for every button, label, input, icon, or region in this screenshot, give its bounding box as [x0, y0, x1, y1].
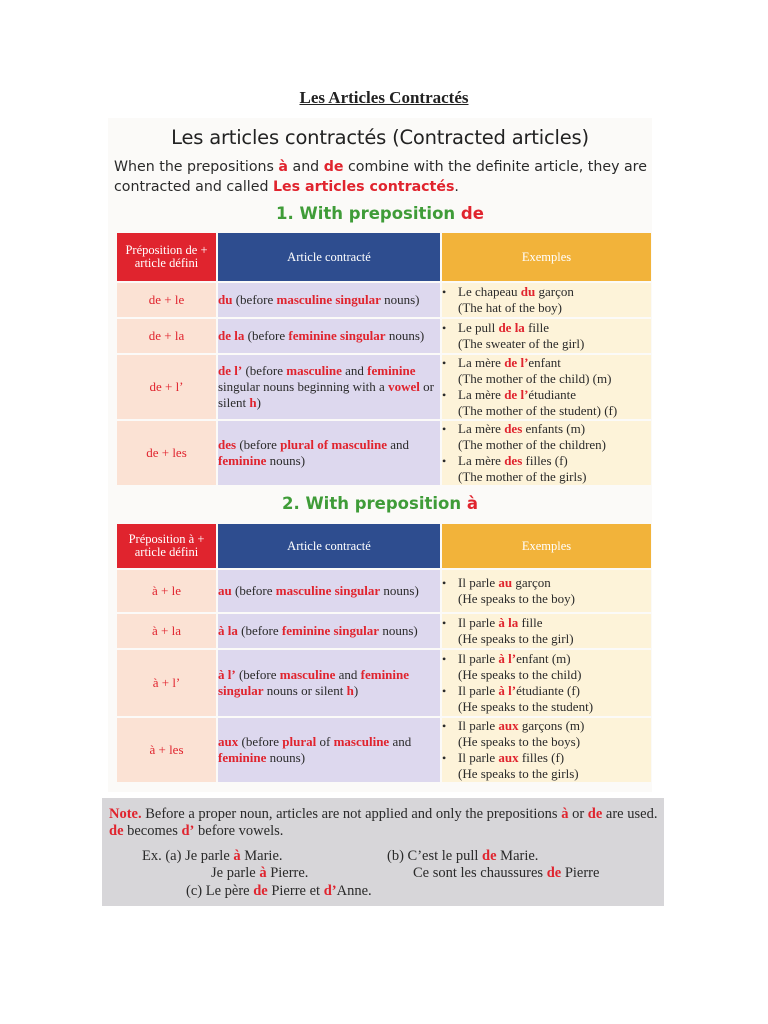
- example-item: [442, 453, 651, 485]
- highlighted-term: à la: [498, 615, 519, 630]
- text-segment: (before: [231, 583, 276, 598]
- text-segment: nouns): [266, 750, 306, 765]
- note-body: [109, 806, 657, 839]
- table-header-row: [117, 233, 651, 281]
- prep-cell: à + l’: [117, 650, 216, 716]
- highlighted-term: masculine: [286, 363, 342, 378]
- text-segment: étudiante (f): [516, 683, 581, 698]
- text-segment: and: [341, 363, 368, 378]
- text-segment: nouns): [380, 583, 419, 598]
- bullet-icon: •: [442, 652, 447, 666]
- text-segment: and: [335, 667, 361, 682]
- bullet-icon: •: [442, 576, 447, 590]
- highlighted-term: h: [249, 395, 257, 410]
- note-text: [109, 806, 661, 840]
- example-item: [442, 421, 651, 453]
- text-segment: (before: [236, 437, 281, 452]
- intro-term: Les articles contractés: [273, 179, 455, 195]
- table-header-row: [117, 524, 651, 568]
- text-segment: Il parle: [458, 718, 499, 733]
- prep-cell: de + l’: [117, 355, 216, 419]
- section1-heading-prefix: 1. With preposition: [276, 204, 461, 223]
- highlighted-term: de: [546, 865, 562, 881]
- header-preposition: Préposition de + article défini: [117, 233, 216, 281]
- prep-cell: de + les: [117, 421, 216, 485]
- text-segment: (The hat of the boy): [458, 300, 562, 315]
- prep-cell: de + le: [117, 283, 216, 317]
- text-segment: (b) C’est le pull: [387, 848, 483, 864]
- highlighted-term: de: [109, 823, 124, 839]
- text-segment: before vowels.: [194, 823, 284, 839]
- highlighted-term: de: [587, 806, 603, 822]
- examples-cell: [442, 355, 651, 419]
- text-segment: Marie.: [496, 848, 539, 864]
- text-segment: singular nouns beginning with a: [218, 379, 389, 394]
- article-desc: [218, 283, 440, 317]
- highlighted-term: à l’: [218, 667, 236, 682]
- text-segment: or silent: [218, 379, 434, 410]
- text-segment: Il parle: [458, 750, 499, 765]
- text-segment: (c) Le père: [186, 883, 254, 899]
- text-segment: fille: [518, 615, 543, 630]
- text-segment: (He speaks to the girls): [458, 766, 579, 781]
- examples-cell: [442, 650, 651, 716]
- intro-text-3: combine with the definite article, they are contracted and called: [114, 159, 647, 195]
- highlighted-term: au: [218, 583, 232, 598]
- bullet-icon: •: [442, 751, 447, 765]
- text-segment: (before: [242, 363, 287, 378]
- highlighted-term: d’: [323, 883, 337, 899]
- example-item: [442, 575, 651, 607]
- article-desc: [218, 570, 440, 612]
- text-segment: ): [256, 395, 261, 410]
- highlighted-term: de: [482, 848, 497, 864]
- table-row: [117, 283, 651, 317]
- text-segment: enfant: [528, 355, 561, 370]
- text-segment: nouns or silent: [263, 683, 347, 698]
- article-desc: [218, 718, 440, 782]
- text-segment: (He speaks to the boy): [458, 591, 575, 606]
- highlighted-term: aux: [218, 734, 239, 749]
- table-a: [115, 522, 653, 784]
- bullet-icon: •: [442, 684, 447, 698]
- article-desc: [218, 614, 440, 648]
- examples-cell: [442, 283, 651, 317]
- table-row: [117, 355, 651, 419]
- highlighted-term: aux: [498, 718, 519, 733]
- text-segment: filles (f): [522, 453, 568, 468]
- bullet-icon: •: [442, 422, 447, 436]
- header-examples: Exemples: [442, 524, 651, 568]
- note-label: Note.: [109, 806, 142, 822]
- text-segment: (before: [237, 623, 282, 638]
- document-title: Les Articles Contractés: [299, 88, 469, 107]
- example-item: [442, 387, 651, 419]
- text-segment: nouns): [266, 453, 306, 468]
- highlighted-term: d’: [181, 823, 195, 839]
- bullet-icon: •: [442, 285, 447, 299]
- text-segment: ): [353, 683, 359, 698]
- highlighted-term: à la: [218, 623, 238, 638]
- highlighted-term: feminine singular: [281, 623, 380, 638]
- prep-cell: à + le: [117, 570, 216, 612]
- section2-heading: [108, 494, 652, 513]
- highlighted-term: à: [259, 865, 267, 881]
- example-item: [442, 355, 651, 387]
- text-segment: La mère: [458, 355, 505, 370]
- example-item: [442, 320, 651, 352]
- text-segment: (before: [235, 667, 280, 682]
- text-segment: Il parle: [458, 651, 499, 666]
- prep-cell: à + la: [117, 614, 216, 648]
- highlighted-term: de l’: [504, 355, 529, 370]
- text-segment: garçon: [512, 575, 551, 590]
- text-segment: enfants (m): [522, 421, 586, 436]
- text-segment: (He speaks to the boys): [458, 734, 581, 749]
- text-segment: Le pull: [458, 320, 499, 335]
- text-segment: La mère: [458, 453, 505, 468]
- text-segment: nouns): [380, 292, 420, 307]
- highlighted-term: h: [346, 683, 354, 698]
- header-preposition: Préposition à + article défini: [117, 524, 216, 568]
- text-segment: (He speaks to the student): [458, 699, 594, 714]
- highlighted-term: du: [218, 292, 233, 307]
- intro-prep-de: de: [323, 159, 344, 175]
- text-segment: garçon: [535, 284, 574, 299]
- text-segment: (The mother of the children): [458, 437, 606, 452]
- text-segment: becomes: [123, 823, 182, 839]
- intro-paragraph: [114, 157, 654, 197]
- highlighted-term: vowel: [388, 379, 420, 394]
- text-segment: La mère: [458, 387, 505, 402]
- section1-heading-word: de: [460, 204, 484, 223]
- table-row: [117, 570, 651, 612]
- bullet-icon: •: [442, 388, 447, 402]
- highlighted-term: plural of masculine: [280, 437, 387, 452]
- text-segment: (He speaks to the child): [458, 667, 582, 682]
- text-segment: (The mother of the child) (m): [458, 371, 612, 386]
- example-item: [442, 750, 651, 782]
- text-segment: La mère: [458, 421, 505, 436]
- text-segment: Il parle: [458, 615, 499, 630]
- table-row: [117, 614, 651, 648]
- example-item: [442, 615, 651, 647]
- text-segment: Pierre et: [267, 883, 324, 899]
- highlighted-term: feminine: [367, 363, 416, 378]
- intro-text-2: and: [287, 159, 324, 175]
- examples-cell: [442, 421, 651, 485]
- note-box: [102, 798, 664, 906]
- highlighted-term: au: [498, 575, 513, 590]
- example-item: [442, 651, 651, 683]
- examples-cell: [442, 570, 651, 612]
- text-segment: Anne.: [336, 883, 372, 899]
- table-row: [117, 650, 651, 716]
- article-desc: [218, 319, 440, 353]
- examples-cell: [442, 614, 651, 648]
- highlighted-term: masculine singular: [275, 583, 381, 598]
- highlighted-term: des: [504, 453, 523, 468]
- text-segment: of: [316, 734, 334, 749]
- text-segment: filles (f): [518, 750, 565, 765]
- text-segment: Ce sont les chaussures: [413, 865, 547, 881]
- highlighted-term: feminine singular: [218, 667, 410, 698]
- header-examples: Exemples: [442, 233, 651, 281]
- example-b-line-1: [387, 848, 538, 865]
- example-item: [442, 683, 651, 715]
- text-segment: (The sweater of the girl): [458, 336, 585, 351]
- section2-heading-word: à: [466, 494, 478, 513]
- bullet-icon: •: [442, 356, 447, 370]
- text-segment: Marie.: [240, 848, 283, 864]
- highlighted-term: feminine: [218, 750, 267, 765]
- example-b-line-2: [413, 865, 599, 882]
- article-desc: [218, 421, 440, 485]
- highlighted-term: masculine singular: [276, 292, 381, 307]
- text-segment: enfant (m): [516, 651, 571, 666]
- highlighted-term: feminine: [218, 453, 267, 468]
- text-segment: nouns): [379, 623, 418, 638]
- bullet-icon: •: [442, 321, 447, 335]
- text-segment: Before a proper noun, articles are not applied and only the prepositions: [141, 806, 562, 822]
- text-segment: (He speaks to the girl): [458, 631, 574, 646]
- header-article: Article contracté: [218, 233, 440, 281]
- text-segment: garçons (m): [518, 718, 585, 733]
- highlighted-term: des: [218, 437, 237, 452]
- text-segment: Ex. (a) Je parle: [142, 848, 234, 864]
- text-segment: fille: [524, 320, 549, 335]
- prep-cell: de + la: [117, 319, 216, 353]
- example-c-line: [186, 883, 372, 900]
- text-segment: Le chapeau: [458, 284, 521, 299]
- text-segment: (The mother of the girls): [458, 469, 587, 484]
- highlighted-term: à l’: [498, 683, 517, 698]
- example-item: [442, 718, 651, 750]
- examples-cell: [442, 319, 651, 353]
- table-row: [117, 718, 651, 782]
- highlighted-term: à: [233, 848, 241, 864]
- highlighted-term: à: [561, 806, 569, 822]
- text-segment: Il parle: [458, 575, 499, 590]
- text-segment: or: [568, 806, 588, 822]
- highlighted-term: masculine: [279, 667, 336, 682]
- highlighted-term: masculine: [333, 734, 390, 749]
- text-segment: Pierre.: [266, 865, 309, 881]
- text-segment: Pierre: [561, 865, 600, 881]
- text-segment: (before: [244, 328, 289, 343]
- article-desc: [218, 355, 440, 419]
- text-segment: Il parle: [458, 683, 499, 698]
- example-item: [442, 284, 651, 316]
- infographic-heading: Les articles contractés (Contracted articles): [171, 126, 589, 149]
- highlighted-term: des: [504, 421, 523, 436]
- text-segment: are used.: [602, 806, 658, 822]
- bullet-icon: •: [442, 616, 447, 630]
- header-article: Article contracté: [218, 524, 440, 568]
- example-a-line-1: [142, 848, 283, 865]
- highlighted-term: aux: [498, 750, 519, 765]
- section2-heading-prefix: 2. With preposition: [281, 494, 467, 513]
- highlighted-term: du: [520, 284, 536, 299]
- section1-heading: [108, 204, 652, 223]
- highlighted-term: de la: [218, 328, 245, 343]
- table-de: [115, 231, 653, 487]
- bullet-icon: •: [442, 454, 447, 468]
- text-segment: Je parle: [211, 865, 260, 881]
- intro-text-1: When the prepositions: [114, 159, 279, 175]
- highlighted-term: de: [253, 883, 268, 899]
- example-a-line-2: [211, 865, 308, 882]
- text-segment: (before: [232, 292, 277, 307]
- highlighted-term: de la: [498, 320, 525, 335]
- highlighted-term: à l’: [498, 651, 517, 666]
- table-row: [117, 319, 651, 353]
- highlighted-term: plural: [282, 734, 317, 749]
- highlighted-term: feminine singular: [288, 328, 386, 343]
- text-segment: nouns): [385, 328, 425, 343]
- text-segment: étudiante: [528, 387, 577, 402]
- intro-text-4: .: [454, 179, 459, 195]
- text-segment: (The mother of the student) (f): [458, 403, 618, 418]
- text-segment: and: [387, 437, 410, 452]
- highlighted-term: de l’: [504, 387, 529, 402]
- article-desc: [218, 650, 440, 716]
- examples-cell: [442, 718, 651, 782]
- prep-cell: à + les: [117, 718, 216, 782]
- text-segment: (before: [238, 734, 283, 749]
- highlighted-term: de l’: [218, 363, 243, 378]
- bullet-icon: •: [442, 719, 447, 733]
- intro-prep-a: à: [278, 159, 288, 175]
- table-row: [117, 421, 651, 485]
- text-segment: and: [389, 734, 412, 749]
